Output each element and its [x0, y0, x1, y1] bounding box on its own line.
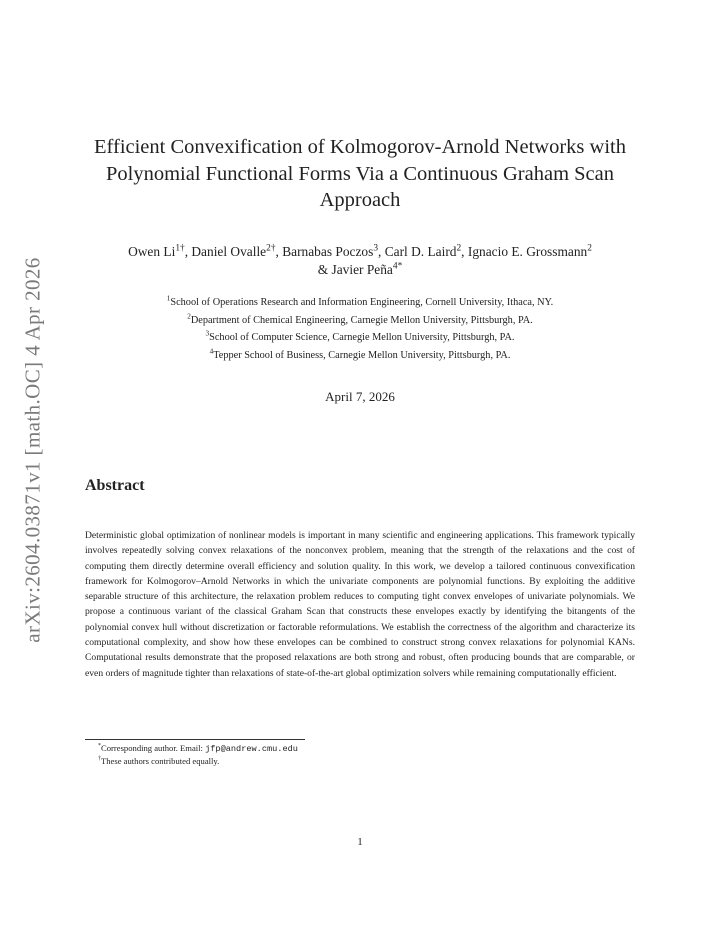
footnote-rule — [85, 739, 305, 740]
author-name: Ignacio E. Grossmann — [467, 244, 588, 259]
contact-email: jfp@andrew.cmu.edu — [205, 744, 298, 754]
title-line-1: Efficient Convexification of Kolmogorov-Arnold Networks with — [94, 136, 626, 158]
title-line-2: Polynomial Functional Forms Via a Continuous Graham Scan — [105, 162, 614, 185]
author-mark: 3 — [373, 243, 378, 254]
affiliation — [60, 329, 660, 347]
footnote-label: Corresponding author. Email: — [101, 743, 206, 753]
footnote-equal-contribution — [98, 755, 219, 768]
affiliation-text: Department of Chemical Engineering, Carnegie Mellon University, Pittsburgh, PA. — [190, 314, 533, 326]
author-line-2: & Javier Peña$^{4*}$ — [317, 261, 403, 277]
author-mark: 2† — [266, 243, 276, 254]
affiliation-mark: 1 — [166, 294, 171, 303]
affiliation-mark: 4 — [209, 347, 214, 356]
arxiv-sidebar-stamp — [14, 250, 52, 650]
abstract-text: Deterministic global optimization of nonlinear models is important in many scientific and engineering applications. This framework typically involves repeatedly solving convex relaxations of the nonconvex problem, meaning that the strength of the relaxations and the cost of computing them directly determine overall efficiency and solution quality. In this work, we develop a tailored continuous convexification framework for Kolmogorov–Arnold Networks in which the univariate components are polynomial functions. By exploiting the additive separable structure of this architecture, the relaxation problem reduces to computing tight convex envelopes of univariate polynomials. We propose a continuous variant of the classical Graham Scan that constructs these envelopes exactly by identifying the bitangents of the polynomial convex hull without discretization or factorable reformulations. We establish the correctness of the algorithm and characterize its computational complexity, and show how these envelopes can be combined to construct strong convex relaxations for polynomial KANs. Computational results demonstrate that the proposed relaxations are both strong and robust, often producing bounds that are comparable, or even orders of magnitude tighter than relaxations of state-of-the-art global optimization solvers while remaining computationally efficient. — [85, 530, 635, 679]
author-name: Owen Li — [128, 244, 176, 259]
affiliation-text: Tepper School of Business, Carnegie Mellon University, Pittsburgh, PA. — [213, 349, 511, 361]
author-list — [60, 243, 660, 279]
author-name: Barnabas Poczos — [282, 244, 374, 259]
author-mark: 2 — [456, 243, 462, 254]
paper-date: April 7, 2026 — [325, 389, 395, 404]
footnote-mark: † — [98, 756, 102, 763]
page-number: 1 — [357, 836, 363, 848]
arxiv-identifier: arXiv:2604.03871v1 [math.OC] 4 Apr 2026 — [20, 257, 45, 643]
affiliation-text: School of Computer Science, Carnegie Mellon University, Pittsburgh, PA. — [209, 332, 515, 344]
title-line-3: Approach — [319, 189, 401, 211]
author-mark: 4* — [392, 261, 403, 272]
affiliation — [60, 347, 660, 365]
footnote-corresponding — [98, 742, 298, 756]
abstract-heading: Abstract — [85, 477, 145, 494]
affiliation-list — [60, 294, 660, 364]
paper-title — [60, 134, 660, 214]
footnote-text: These authors contributed equally. — [101, 756, 220, 766]
footnote-mark: * — [98, 743, 102, 750]
affiliation — [60, 312, 660, 330]
author-mark: 2 — [587, 243, 592, 254]
author-line-1: Owen $Li^{1\dagger}$, Daniel Ovalle$^{2\dagger}$, Barnabas Poczos$^3$, Carl D. Laird$^2$, Ignacio E. Grossmann$^2$ — [128, 243, 592, 259]
author-name: Javier Peña — [331, 262, 393, 277]
author-mark: 1† — [175, 243, 185, 254]
affiliation-mark: 2 — [187, 312, 191, 321]
affiliation-mark: 3 — [205, 329, 210, 338]
affiliation — [60, 294, 660, 312]
author-name: Daniel Ovalle — [191, 244, 267, 259]
affiliation-text: School of Operations Research and Information Engineering, Cornell University, Ithaca, NY. — [170, 297, 554, 308]
author-name: Carl D. Laird — [384, 244, 457, 259]
